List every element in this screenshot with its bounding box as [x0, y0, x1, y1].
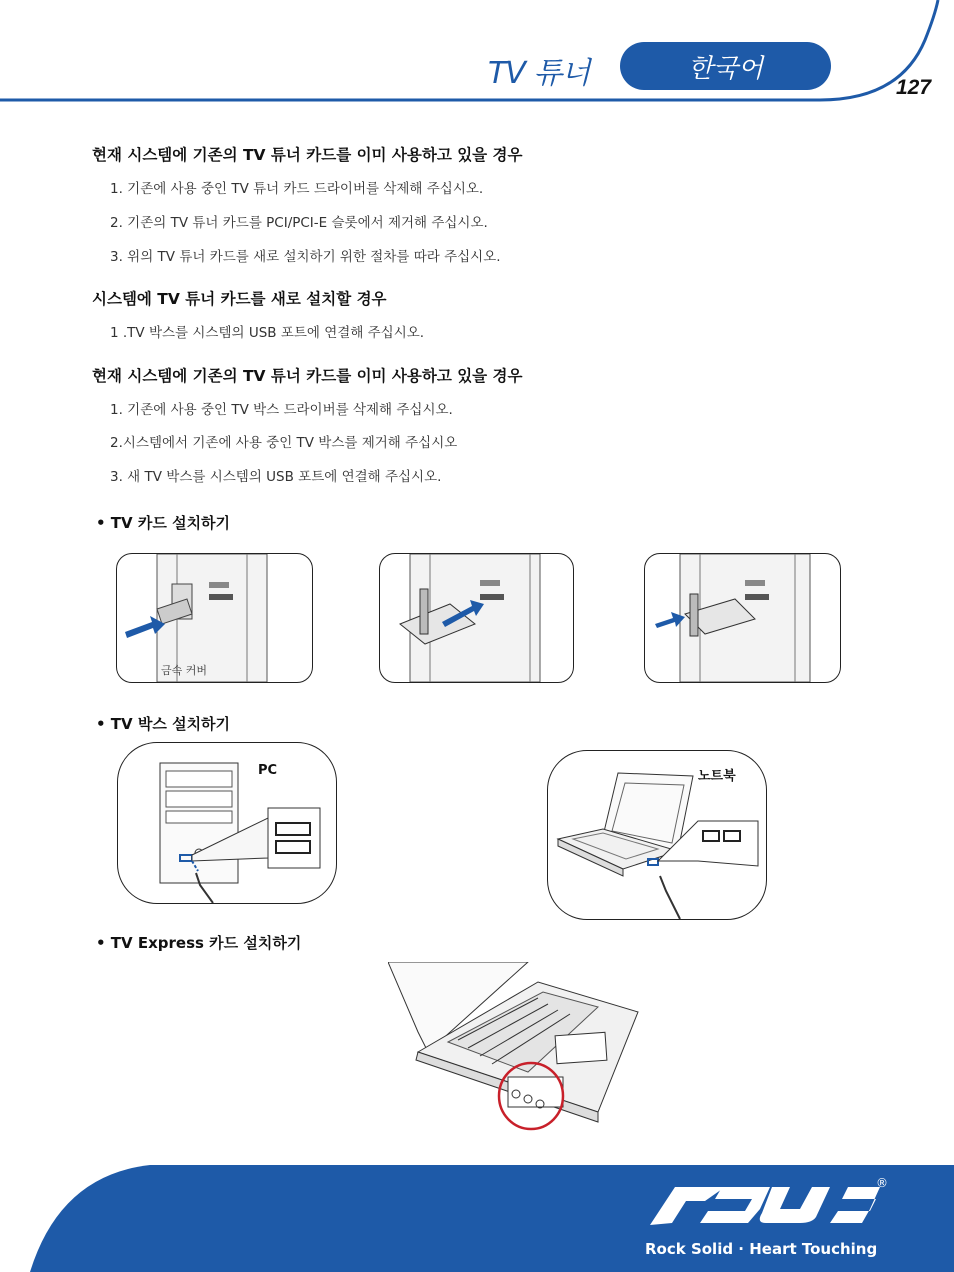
- notebook-label: 노트북: [698, 769, 736, 784]
- bullet-tv-express-install: • TV Express 카드 설치하기: [96, 934, 302, 952]
- bullet-tv-box-install: • TV 박스 설치하기: [96, 715, 231, 733]
- pc-case-illustration: [117, 554, 312, 682]
- section-heading-new-card: 시스템에 TV 튜너 카드를 새로 설치할 경우: [92, 290, 387, 308]
- step-item: 1. 기존에 사용 중인 TV 튜너 카드 드라이버를 삭제해 주십시오.: [110, 181, 484, 197]
- section-heading-existing-card: 현재 시스템에 기존의 TV 튜너 카드를 이미 사용하고 있을 경우: [92, 146, 523, 164]
- svg-text:®: ®: [876, 1176, 888, 1190]
- bullet-tv-card-install: • TV 카드 설치하기: [96, 514, 231, 532]
- desktop-tower-illustration: [118, 743, 336, 903]
- step-item: 2.시스템에서 기존에 사용 중인 TV 박스를 제거해 주십시오: [110, 435, 458, 451]
- card-install-illustration-1: [116, 553, 313, 683]
- pc-label: PC: [258, 763, 278, 778]
- pc-case-insert-card-illustration: [380, 554, 573, 682]
- page-title: TV 튜너: [488, 56, 590, 91]
- step-item: 3. 새 TV 박스를 시스템의 USB 포트에 연결해 주십시오.: [110, 469, 442, 485]
- notebook-usb-illustration: [547, 750, 767, 920]
- step-item: 3. 위의 TV 튜너 카드를 새로 설치하기 위한 절차를 따라 주십시오.: [110, 249, 501, 265]
- section-heading-existing-box: 현재 시스템에 기존의 TV 튜너 카드를 이미 사용하고 있을 경우: [92, 367, 523, 385]
- card-install-illustration-3: [644, 553, 841, 683]
- pc-case-secure-card-illustration: [645, 554, 840, 682]
- language-badge: 한국어: [620, 42, 831, 90]
- pc-usb-illustration: [117, 742, 337, 904]
- page-number: 127: [896, 76, 932, 99]
- metal-cover-caption: 금속 커버: [161, 664, 208, 677]
- step-item: 1. 기존에 사용 중인 TV 박스 드라이버를 삭제해 주십시오.: [110, 402, 453, 418]
- express-card-laptop-illustration: [388, 962, 644, 1132]
- brand-tagline: Rock Solid · Heart Touching: [645, 1240, 878, 1258]
- card-install-illustration-2: [379, 553, 574, 683]
- step-item: 1 .TV 박스를 시스템의 USB 포트에 연결해 주십시오.: [110, 325, 425, 341]
- step-item: 2. 기존의 TV 튜너 카드를 PCI/PCI-E 슬롯에서 제거해 주십시오.: [110, 215, 488, 231]
